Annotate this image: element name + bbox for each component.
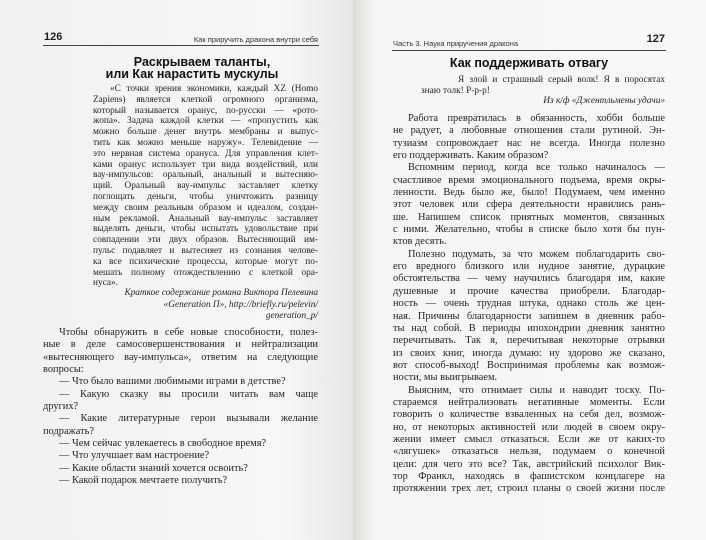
page-number: 127 (646, 33, 665, 45)
attribution-line: generation_p/ (265, 311, 318, 321)
text-line: знаю толк! Р-р-р! (421, 85, 490, 96)
paragraph (43, 463, 318, 475)
text-line: ше. Напишем список приятных моментов, связанных (393, 211, 665, 223)
paragraph (43, 413, 318, 438)
epigraph (421, 75, 665, 97)
text-line: Zapiens) является клеткой огромного организма, (93, 94, 318, 105)
text-line: вау-импульсов: оральный, анальный и вытесняю- (93, 170, 318, 181)
attribution-line: Из к/ф «Джентльмены удачи» (543, 96, 665, 106)
text-line: щий. Оральный вау-импульс заставляет клетку (93, 181, 318, 192)
running-head: Как приручить дракона внутри себя (193, 35, 318, 44)
text-line: это нервная система орануса. Для управления клет- (93, 148, 318, 159)
paragraph (393, 385, 665, 496)
text-line: цели: для чего это все? Так, австрийский психолог Вик- (393, 458, 665, 470)
text-line: пульс подавляет и вытесняет из сознания челове- (93, 245, 318, 256)
text-line: ка все психические процессы, которые могут по- (93, 256, 318, 267)
text-line: — Что было вашими любимыми играми в детстве? (59, 376, 286, 388)
section-title-line: Раскрываем таланты, (133, 55, 271, 69)
page-number: 126 (44, 31, 63, 43)
text-line: ты над собой. В периоды ипохондрии дневник занятно (393, 322, 665, 334)
epigraph-attribution (421, 96, 665, 108)
text-line: Выясним, что отнимает силы и наводит тоску. По- (408, 384, 665, 396)
paragraph (43, 438, 318, 450)
text-line: ности, мы выигрываем. (393, 372, 498, 384)
text-line: нуса». (93, 278, 118, 289)
text-line: — Какие литературные герои вызывали желание (59, 413, 318, 425)
text-line: — Что улучшает вам настроение? (59, 450, 210, 462)
paragraph (93, 84, 318, 289)
text-line: жопа». Задача каждой клетки — «пропустить как (93, 116, 318, 127)
header-rule (43, 45, 319, 46)
text-line: тор Франкл, находясь в фашистском концлагере на (393, 470, 665, 482)
text-line: мешать полному отождествлению с клеткой ора- (93, 267, 318, 278)
text-line: — Чем сейчас увлекаетесь в свободное время? (59, 438, 267, 450)
epigraph-attribution (93, 288, 318, 323)
paragraph (421, 75, 665, 97)
text-line: стараемся нейтрализовать негативные моменты. Если (393, 396, 665, 408)
paragraph (43, 327, 318, 376)
text-line: перечитывать. Так я, перечитывая некоторые отрывки (393, 335, 665, 347)
section-title (43, 56, 361, 80)
text-line: выделять деньги, чтобы испытать удовольствие при (93, 224, 318, 235)
text-line: тить как можно меньше наружу». Телевидение — (93, 137, 318, 148)
text-line: ным рекламой. Анальный вау-импульс заставляет (93, 213, 318, 224)
attribution-line: «Generation П», http://briefly.ru/pelevin/ (163, 299, 318, 310)
text-line: из своих книг, иногда думаю: ну здорово же сказано, (393, 347, 665, 359)
body-text (43, 327, 318, 487)
paragraph (393, 113, 665, 162)
text-line: с ними. Желательно, чтобы в списке было хотя бы пун- (393, 224, 665, 236)
text-line: между своим реальным образом и идеалом, создан- (93, 202, 318, 213)
text-line: говорить о количестве взваленных на себя дел, возмож- (393, 409, 665, 421)
text-line: поглощать деньги, чтобы уничтожить разницу (93, 191, 318, 202)
epigraph (93, 84, 318, 289)
text-line: ные в деле самосовершенствования и нейтрализации (43, 339, 318, 351)
text-line: — Какие области знаний хочется освоить? (59, 462, 248, 474)
text-line: — Какую сказку вы просили читать вам чаще (59, 388, 318, 400)
text-line: Работа превратилась в обязанность, хобби больше (408, 113, 665, 124)
right-page (353, 0, 706, 540)
text-line: «вытесняющего вау-импульса», ответим на следующие (43, 351, 318, 363)
text-line: «С точки зрения экономики, каждый XZ (Homo (110, 84, 318, 94)
text-line: можно больше денег внутрь мембраны и выпус- (93, 127, 318, 138)
attribution-line: Краткое содержание романа Виктора Пелевина (124, 288, 318, 298)
text-line: ктов десять. (393, 236, 447, 248)
text-line: не радует, а любовные отношения стали рутиной. Эн- (393, 125, 665, 137)
text-line: душевные и прочие качества приобрели. Благодар- (393, 285, 665, 297)
text-line: этот человек или сфера деятельности нравились рань- (393, 199, 665, 211)
paragraph (43, 376, 318, 388)
text-line: совпадении эти двух образов. Вытесняющий им- (93, 235, 318, 246)
text-line: тузиазм сопровождает нас не всегда. Иногда полезно (393, 137, 665, 149)
text-line: его поддерживать. Каким образом? (393, 150, 549, 162)
text-line: протяжении трех лет, строил планы о своей жизни после (393, 483, 665, 495)
text-line: ленности. Ведь было же, было! Подумаем, чем именно (393, 187, 665, 199)
text-line: «лягушек» отказаться нельзя, подумаем о конечной (393, 446, 665, 458)
text-line: Вспомним период, когда все только начиналось — (408, 162, 665, 174)
text-line: его вредного близкого или нудное занятие, дурацкие (393, 261, 665, 273)
paragraph (43, 475, 318, 487)
header-rule (392, 50, 666, 51)
text-line: ная. Причины благодарности запишем в дневник рабо- (393, 310, 665, 322)
text-line: счастливое время эмоционального подъема, время окры- (393, 174, 665, 186)
text-line: ками оранус использует три вида воздействий, или (93, 159, 318, 170)
text-line: жении имеет смысл отказаться. Если же от каких-то (393, 433, 665, 445)
text-line: других? (43, 401, 79, 413)
text-line: — Какой подарок мечтаете получить? (59, 475, 228, 487)
section-title-line: или Как нарастить мускулы (105, 67, 279, 81)
paragraph (393, 162, 665, 248)
paragraph (43, 450, 318, 462)
text-line: Я злой и страшный серый волк! Я в поросятах (458, 75, 665, 85)
text-line: вот способ-выход! Воспринимая проблемы как возмож- (393, 359, 665, 371)
text-line: ность — очень трудная штука, однако столь же цен- (393, 298, 665, 310)
running-head: Часть 3. Наука приручения дракона (393, 39, 519, 48)
body-text (393, 113, 665, 496)
text-line: но, от некоторых активностей или людей в своем окру- (393, 421, 665, 433)
text-line: Чтобы обнаружить в себе новые способности, полез- (59, 327, 318, 338)
section-title: Как поддерживать отвагу (449, 56, 609, 70)
text-line: обстоятельства — чему научились благодаря им, какие (393, 273, 665, 285)
text-line: который называется оранус, по-русски — «рото- (93, 105, 318, 116)
text-line: подражать? (43, 425, 94, 437)
paragraph (43, 389, 318, 414)
text-line: Полезно подумать, за что можем поблагодарить сво- (408, 248, 665, 260)
text-line: вопросы: (43, 364, 84, 376)
paragraph (393, 249, 665, 385)
